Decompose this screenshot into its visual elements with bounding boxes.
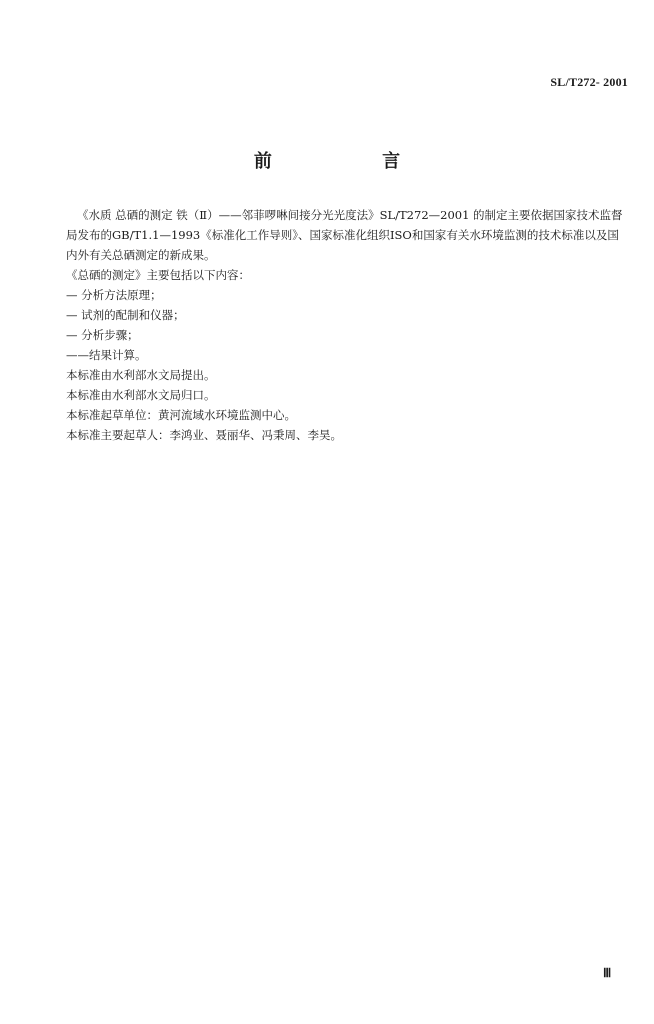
paragraph-proposer: 本标准由水利部水文局提出。 [66,368,216,382]
list-item: ——结果计算。 [66,348,147,362]
standard-code: SL/T272- 2001 [550,75,628,89]
page-title: 前 言 [253,151,453,172]
paragraph-drafting-unit: 本标准起草单位：黄河流域水环境监测中心。 [66,408,296,422]
paragraph-intro: 《水质 总硒的测定 铁（Ⅱ）——邻菲啰啉间接分光光度法》SL/T272—2001 的制定主要依据国家技术监督局发布的GB/T1.1—1993《标准化工作导则》、国家标准化组织ISO和国家有关水环境监测的技术标准以及国内外有关总硒测定的新成果。 [66,208,623,262]
list-item: — 分析步骤； [66,328,139,342]
paragraph-drafters: 本标准主要起草人：李鸿业、聂丽华、冯秉周、李昊。 [66,428,342,442]
paragraph-responsible: 本标准由水利部水文局归口。 [66,388,216,402]
list-item: — 试剂的配制和仪器； [66,308,185,322]
page-number: Ⅲ [603,966,612,980]
foreword-body [66,205,628,445]
paragraph-contents-lead: 《总硒的测定》主要包括以下内容： [66,268,250,282]
list-item: — 分析方法原理； [66,288,162,302]
